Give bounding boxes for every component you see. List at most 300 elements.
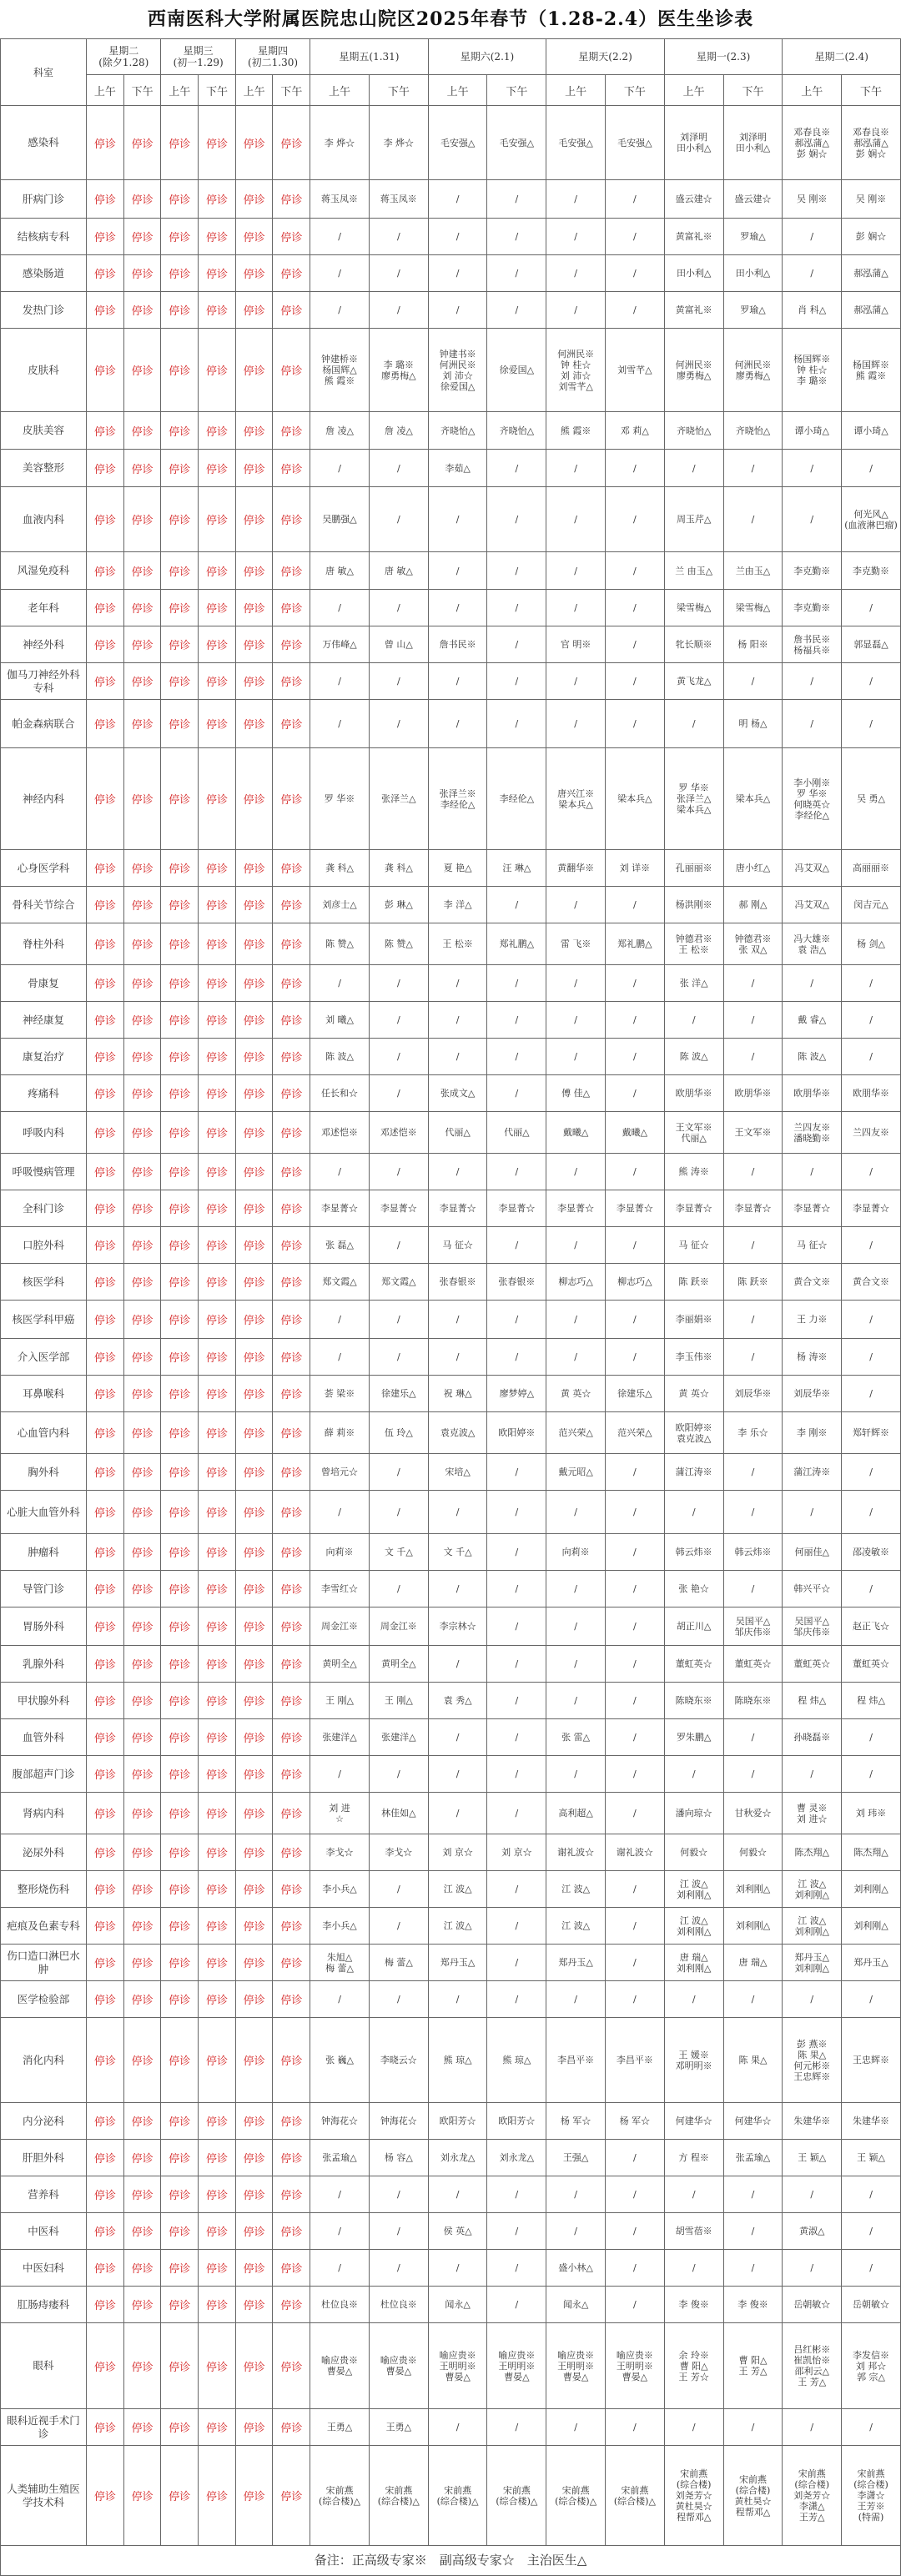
doctor-cell: /: [546, 1756, 606, 1793]
closed-cell: 停诊: [273, 700, 310, 748]
doctor-cell: 李玉伟※: [664, 1339, 723, 1376]
doctor-cell: /: [606, 965, 665, 1002]
doctor-cell: 宋前燕 (综合楼)△: [310, 2446, 370, 2546]
doctor-cell: 宋培△: [428, 1454, 487, 1491]
closed-cell: 停诊: [161, 1301, 199, 1339]
table-row: [1, 2446, 901, 2546]
doctor-cell: 王忠辉※: [842, 2018, 901, 2103]
closed-cell: 停诊: [235, 626, 273, 663]
table-row: [1, 1607, 901, 1646]
doctor-cell: /: [428, 1793, 487, 1834]
table-row: [1, 1491, 901, 1534]
closed-cell: 停诊: [123, 1871, 161, 1908]
doctor-cell: 钟德君※ 张 双△: [723, 923, 783, 965]
doctor-cell: 宋前燕 (综合楼)△: [428, 2446, 487, 2546]
doctor-cell: 钟海花☆: [369, 2103, 428, 2140]
closed-cell: 停诊: [87, 626, 124, 663]
morning-header: 上午: [546, 75, 606, 106]
table-row: [1, 1683, 901, 1719]
doctor-cell: /: [606, 2287, 665, 2323]
closed-cell: 停诊: [87, 2287, 124, 2323]
doctor-cell: 戴曦△: [546, 1112, 606, 1154]
doctor-cell: /: [487, 1756, 546, 1793]
closed-cell: 停诊: [235, 1376, 273, 1412]
doctor-cell: /: [606, 450, 665, 487]
table-row: [1, 2409, 901, 2446]
header-row-days: [1, 39, 901, 75]
closed-cell: 停诊: [199, 1301, 236, 1339]
doctor-cell: /: [369, 1075, 428, 1112]
doctor-cell: 郑丹玉△: [842, 1945, 901, 1981]
doctor-cell: /: [546, 1607, 606, 1646]
doctor-cell: /: [487, 292, 546, 329]
doctor-cell: /: [546, 1683, 606, 1719]
doctor-cell: /: [723, 2176, 783, 2213]
closed-cell: 停诊: [161, 2176, 199, 2213]
doctor-cell: /: [546, 1039, 606, 1075]
doctor-cell: 邓春良※ 郝泓蒲△ 彭 娴☆: [842, 106, 901, 180]
closed-cell: 停诊: [199, 1719, 236, 1756]
doctor-cell: /: [487, 180, 546, 219]
doctor-cell: /: [487, 1002, 546, 1039]
closed-cell: 停诊: [87, 923, 124, 965]
doctor-cell: 齐晓怡△: [664, 412, 723, 450]
closed-cell: 停诊: [273, 1607, 310, 1646]
doctor-cell: 刘 详※: [606, 850, 665, 887]
dept-name: 血液内科: [1, 487, 87, 552]
doctor-cell: 何洲民※ 廖勇梅△: [723, 329, 783, 412]
doctor-cell: 梁本兵△: [606, 748, 665, 850]
doctor-cell: 柳志巧△: [546, 1264, 606, 1301]
doctor-cell: 喻应贵※ 王明明※ 曹晏△: [606, 2323, 665, 2409]
doctor-cell: /: [842, 2213, 901, 2250]
doctor-cell: /: [606, 887, 665, 923]
doctor-cell: /: [664, 2176, 723, 2213]
doctor-cell: 江 波△: [428, 1908, 487, 1945]
closed-cell: 停诊: [273, 1719, 310, 1756]
doctor-cell: 李显菁☆: [664, 1190, 723, 1227]
doctor-cell: /: [369, 1154, 428, 1190]
table-row: [1, 2176, 901, 2213]
doctor-cell: /: [783, 219, 842, 255]
closed-cell: 停诊: [161, 1793, 199, 1834]
doctor-cell: /: [723, 2409, 783, 2446]
closed-cell: 停诊: [235, 1075, 273, 1112]
closed-cell: 停诊: [199, 1454, 236, 1491]
schedule-body: [1, 106, 901, 2546]
doctor-cell: 何建华☆: [664, 2103, 723, 2140]
closed-cell: 停诊: [123, 329, 161, 412]
doctor-cell: 陈晓东※: [723, 1683, 783, 1719]
doctor-cell: 盛小林△: [546, 2250, 606, 2287]
doctor-cell: 盛云建☆: [664, 180, 723, 219]
closed-cell: 停诊: [235, 219, 273, 255]
closed-cell: 停诊: [161, 292, 199, 329]
closed-cell: 停诊: [273, 1075, 310, 1112]
table-row: [1, 1339, 901, 1376]
doctor-cell: /: [369, 1491, 428, 1534]
doctor-cell: /: [369, 1339, 428, 1376]
dept-name: 介入医学部: [1, 1339, 87, 1376]
closed-cell: 停诊: [87, 329, 124, 412]
table-row: [1, 965, 901, 1002]
table-row: [1, 1756, 901, 1793]
table-row: [1, 1834, 901, 1871]
doctor-cell: /: [606, 2213, 665, 2250]
doctor-cell: 张建洋△: [369, 1719, 428, 1756]
closed-cell: 停诊: [199, 1607, 236, 1646]
table-row: [1, 2323, 901, 2409]
dept-name: 感染科: [1, 106, 87, 180]
doctor-cell: /: [487, 1607, 546, 1646]
closed-cell: 停诊: [123, 2446, 161, 2546]
doctor-cell: 罗朱鹏△: [664, 1719, 723, 1756]
doctor-cell: 潘向琼☆: [664, 1793, 723, 1834]
doctor-cell: /: [369, 590, 428, 626]
closed-cell: 停诊: [235, 1301, 273, 1339]
doctor-cell: 周玉芹△: [664, 487, 723, 552]
closed-cell: 停诊: [199, 700, 236, 748]
doctor-cell: 文 千△: [369, 1534, 428, 1571]
doctor-cell: 唐 瑞△ 刘利刚△: [664, 1945, 723, 1981]
doctor-cell: 詹书民※: [428, 626, 487, 663]
closed-cell: 停诊: [123, 923, 161, 965]
doctor-cell: 李显菁☆: [546, 1190, 606, 1227]
doctor-cell: /: [487, 887, 546, 923]
closed-cell: 停诊: [199, 1834, 236, 1871]
doctor-cell: /: [606, 1075, 665, 1112]
doctor-cell: /: [310, 292, 370, 329]
doctor-cell: 欧阳婷※ 袁克波△: [664, 1412, 723, 1454]
closed-cell: 停诊: [273, 412, 310, 450]
doctor-cell: /: [606, 1719, 665, 1756]
closed-cell: 停诊: [123, 412, 161, 450]
doctor-cell: /: [842, 1376, 901, 1412]
closed-cell: 停诊: [235, 700, 273, 748]
closed-cell: 停诊: [161, 1908, 199, 1945]
doctor-cell: /: [606, 1534, 665, 1571]
dept-name: 伤口造口淋巴水肿: [1, 1945, 87, 1981]
doctor-cell: 毛安强△: [487, 106, 546, 180]
doctor-cell: 宋前燕 (综合楼)△: [369, 2446, 428, 2546]
doctor-cell: /: [723, 1301, 783, 1339]
dept-name: 核医学科: [1, 1264, 87, 1301]
dept-name: 肝病门诊: [1, 180, 87, 219]
doctor-cell: /: [546, 292, 606, 329]
doctor-cell: 官 明※: [546, 626, 606, 663]
closed-cell: 停诊: [235, 1264, 273, 1301]
doctor-cell: /: [606, 1793, 665, 1834]
closed-cell: 停诊: [87, 1412, 124, 1454]
doctor-cell: 张春银※: [487, 1264, 546, 1301]
doctor-cell: 郑丹玉△: [428, 1945, 487, 1981]
closed-cell: 停诊: [161, 1981, 199, 2018]
table-row: [1, 1646, 901, 1683]
closed-cell: 停诊: [161, 850, 199, 887]
doctor-cell: 梁本兵△: [723, 748, 783, 850]
doctor-cell: 杨 容△: [369, 2140, 428, 2176]
doctor-cell: 杜位良※: [369, 2287, 428, 2323]
doctor-cell: 陈 赞△: [310, 923, 370, 965]
doctor-cell: 万伟峰△: [310, 626, 370, 663]
doctor-cell: 刘雪芊△: [606, 329, 665, 412]
doctor-cell: 田小利△: [723, 255, 783, 292]
closed-cell: 停诊: [161, 2103, 199, 2140]
doctor-cell: /: [369, 1002, 428, 1039]
doctor-cell: 杜位良※: [310, 2287, 370, 2323]
dept-name: 发热门诊: [1, 292, 87, 329]
page-title: 西南医科大学附属医院忠山院区2025年春节（1.28-2.4）医生坐诊表: [147, 8, 754, 30]
doctor-cell: 罗瑜△: [723, 219, 783, 255]
closed-cell: 停诊: [199, 2250, 236, 2287]
doctor-cell: /: [428, 2409, 487, 2446]
doctor-cell: 张春银※: [428, 1264, 487, 1301]
closed-cell: 停诊: [87, 2250, 124, 2287]
doctor-cell: /: [606, 255, 665, 292]
doctor-cell: 冯艾双△: [783, 887, 842, 923]
doctor-cell: 欧阳芳☆: [428, 2103, 487, 2140]
closed-cell: 停诊: [273, 2176, 310, 2213]
doctor-cell: /: [546, 1154, 606, 1190]
closed-cell: 停诊: [273, 1945, 310, 1981]
doctor-cell: /: [369, 1571, 428, 1607]
doctor-cell: 刘 进 ☆: [310, 1793, 370, 1834]
dept-name: 全科门诊: [1, 1190, 87, 1227]
closed-cell: 停诊: [87, 590, 124, 626]
doctor-cell: 王 刚△: [310, 1683, 370, 1719]
doctor-cell: 李 乐☆: [723, 1412, 783, 1454]
doctor-cell: /: [369, 1871, 428, 1908]
doctor-cell: 赵正飞☆: [842, 1607, 901, 1646]
doctor-cell: /: [723, 1491, 783, 1534]
doctor-cell: /: [487, 1075, 546, 1112]
doctor-cell: /: [783, 2250, 842, 2287]
doctor-cell: /: [606, 1908, 665, 1945]
doctor-cell: /: [310, 255, 370, 292]
doctor-cell: 王 力※: [783, 1301, 842, 1339]
closed-cell: 停诊: [161, 1412, 199, 1454]
doctor-cell: 胡正川△: [664, 1607, 723, 1646]
closed-cell: 停诊: [235, 1039, 273, 1075]
doctor-cell: 田小利△: [664, 255, 723, 292]
doctor-cell: /: [606, 663, 665, 700]
closed-cell: 停诊: [199, 887, 236, 923]
doctor-cell: /: [428, 1646, 487, 1683]
dept-name: 结核病专科: [1, 219, 87, 255]
closed-cell: 停诊: [87, 1454, 124, 1491]
doctor-cell: /: [310, 1154, 370, 1190]
closed-cell: 停诊: [235, 1945, 273, 1981]
doctor-cell: 何建华☆: [723, 2103, 783, 2140]
doctor-cell: /: [428, 1339, 487, 1376]
dept-name: 神经内科: [1, 748, 87, 850]
doctor-cell: /: [487, 1571, 546, 1607]
closed-cell: 停诊: [87, 1908, 124, 1945]
morning-header: 上午: [235, 75, 273, 106]
doctor-cell: 陈 跃※: [723, 1264, 783, 1301]
closed-cell: 停诊: [273, 1646, 310, 1683]
table-row: [1, 663, 901, 700]
closed-cell: 停诊: [123, 1454, 161, 1491]
closed-cell: 停诊: [235, 552, 273, 590]
doctor-cell: 梁雪梅△: [664, 590, 723, 626]
doctor-cell: 欧朋华※: [783, 1075, 842, 1112]
doctor-cell: 郝 刚△: [723, 887, 783, 923]
closed-cell: 停诊: [161, 255, 199, 292]
schedule-table: [0, 38, 901, 2546]
dept-name: 消化内科: [1, 2018, 87, 2103]
doctor-cell: /: [487, 1227, 546, 1264]
closed-cell: 停诊: [199, 552, 236, 590]
doctor-cell: 盛云建☆: [723, 180, 783, 219]
closed-cell: 停诊: [161, 1454, 199, 1491]
doctor-cell: /: [723, 2250, 783, 2287]
doctor-cell: /: [783, 255, 842, 292]
closed-cell: 停诊: [273, 1154, 310, 1190]
morning-header: 上午: [310, 75, 370, 106]
doctor-cell: 何洲民※ 钟 桂☆ 刘 沛☆ 刘雪芊△: [546, 329, 606, 412]
doctor-cell: /: [546, 965, 606, 1002]
doctor-cell: /: [487, 255, 546, 292]
closed-cell: 停诊: [235, 1454, 273, 1491]
doctor-cell: /: [487, 965, 546, 1002]
table-row: [1, 1301, 901, 1339]
dept-name: 脊柱外科: [1, 923, 87, 965]
table-row: [1, 1264, 901, 1301]
dept-name: 腹部超声门诊: [1, 1756, 87, 1793]
closed-cell: 停诊: [273, 1908, 310, 1945]
dept-name: 美容整形: [1, 450, 87, 487]
dept-name: 人类辅助生殖医学技术科: [1, 2446, 87, 2546]
doctor-cell: 刘永龙△: [487, 2140, 546, 2176]
doctor-cell: 李 洋△: [428, 887, 487, 923]
doctor-cell: /: [664, 2250, 723, 2287]
closed-cell: 停诊: [123, 2018, 161, 2103]
closed-cell: 停诊: [273, 2140, 310, 2176]
doctor-cell: /: [428, 1981, 487, 2018]
doctor-cell: /: [487, 2213, 546, 2250]
doctor-cell: 钟建桥※ 杨国辉△ 熊 霞※: [310, 329, 370, 412]
doctor-cell: 代丽△: [487, 1112, 546, 1154]
doctor-cell: 何毅☆: [664, 1834, 723, 1871]
doctor-cell: /: [369, 487, 428, 552]
doctor-cell: /: [487, 1154, 546, 1190]
closed-cell: 停诊: [273, 1981, 310, 2018]
doctor-cell: 彭 娴☆: [842, 219, 901, 255]
doctor-cell: 曾培元☆: [310, 1454, 370, 1491]
doctor-cell: /: [606, 1491, 665, 1534]
doctor-cell: /: [842, 1719, 901, 1756]
closed-cell: 停诊: [199, 1981, 236, 2018]
doctor-cell: 韩云炜※: [664, 1534, 723, 1571]
dept-name: 整形烧伤科: [1, 1871, 87, 1908]
doctor-cell: /: [310, 1756, 370, 1793]
closed-cell: 停诊: [273, 626, 310, 663]
doctor-cell: /: [606, 1981, 665, 2018]
doctor-cell: /: [783, 487, 842, 552]
closed-cell: 停诊: [273, 1112, 310, 1154]
doctor-cell: /: [723, 1981, 783, 2018]
doctor-cell: 詹 凌△: [369, 412, 428, 450]
doctor-cell: 刘辰华※: [723, 1376, 783, 1412]
closed-cell: 停诊: [273, 1491, 310, 1534]
doctor-cell: 任长和☆: [310, 1075, 370, 1112]
doctor-cell: 侯 英△: [428, 2213, 487, 2250]
doctor-cell: 文 千△: [428, 1534, 487, 1571]
closed-cell: 停诊: [199, 329, 236, 412]
doctor-cell: 毛安强△: [606, 106, 665, 180]
closed-cell: 停诊: [199, 1871, 236, 1908]
doctor-cell: 汪 琳△: [487, 850, 546, 887]
doctor-cell: 廖梦婷△: [487, 1376, 546, 1412]
doctor-cell: 冯艾双△: [783, 850, 842, 887]
doctor-cell: 王勇△: [369, 2409, 428, 2446]
doctor-cell: 王 松※: [428, 923, 487, 965]
doctor-cell: 柳志巧△: [606, 1264, 665, 1301]
closed-cell: 停诊: [161, 1756, 199, 1793]
doctor-cell: 董虹英☆: [842, 1646, 901, 1683]
afternoon-header: 下午: [199, 75, 236, 106]
dept-name: 帕金森病联合: [1, 700, 87, 748]
doctor-cell: 杨国辉※ 熊 霞※: [842, 329, 901, 412]
doctor-cell: 李克勤※: [783, 590, 842, 626]
doctor-cell: /: [842, 1491, 901, 1534]
doctor-cell: 蒋玉凤※: [369, 180, 428, 219]
doctor-cell: 江 波△ 刘利刚△: [783, 1871, 842, 1908]
doctor-cell: 罗 华※: [310, 748, 370, 850]
doctor-cell: 黄明全△: [369, 1646, 428, 1683]
closed-cell: 停诊: [273, 887, 310, 923]
closed-cell: 停诊: [273, 180, 310, 219]
doctor-cell: 黄富礼※: [664, 292, 723, 329]
doctor-cell: /: [428, 2176, 487, 2213]
closed-cell: 停诊: [235, 2446, 273, 2546]
doctor-cell: /: [369, 292, 428, 329]
doctor-cell: /: [842, 590, 901, 626]
doctor-cell: /: [369, 2213, 428, 2250]
closed-cell: 停诊: [161, 1112, 199, 1154]
closed-cell: 停诊: [273, 1227, 310, 1264]
doctor-cell: /: [487, 1039, 546, 1075]
closed-cell: 停诊: [199, 1264, 236, 1301]
closed-cell: 停诊: [87, 255, 124, 292]
closed-cell: 停诊: [235, 1756, 273, 1793]
closed-cell: 停诊: [235, 255, 273, 292]
closed-cell: 停诊: [199, 1112, 236, 1154]
table-row: [1, 1793, 901, 1834]
doctor-cell: /: [664, 1491, 723, 1534]
closed-cell: 停诊: [235, 2213, 273, 2250]
closed-cell: 停诊: [161, 1039, 199, 1075]
table-row: [1, 255, 901, 292]
doctor-cell: 兰 由玉△: [664, 552, 723, 590]
doctor-cell: 陈杰翔△: [842, 1834, 901, 1871]
doctor-cell: /: [428, 1571, 487, 1607]
doctor-cell: 陈 波△: [310, 1039, 370, 1075]
closed-cell: 停诊: [123, 1793, 161, 1834]
closed-cell: 停诊: [123, 292, 161, 329]
doctor-cell: 熊 霞※: [546, 412, 606, 450]
closed-cell: 停诊: [87, 1646, 124, 1683]
doctor-cell: /: [487, 1908, 546, 1945]
doctor-cell: 马 征☆: [664, 1227, 723, 1264]
closed-cell: 停诊: [161, 2287, 199, 2323]
doctor-cell: /: [369, 219, 428, 255]
header-row-ampm: [1, 75, 901, 106]
dept-name: 医学检验部: [1, 1981, 87, 2018]
closed-cell: 停诊: [87, 965, 124, 1002]
doctor-cell: 何毅☆: [723, 1834, 783, 1871]
